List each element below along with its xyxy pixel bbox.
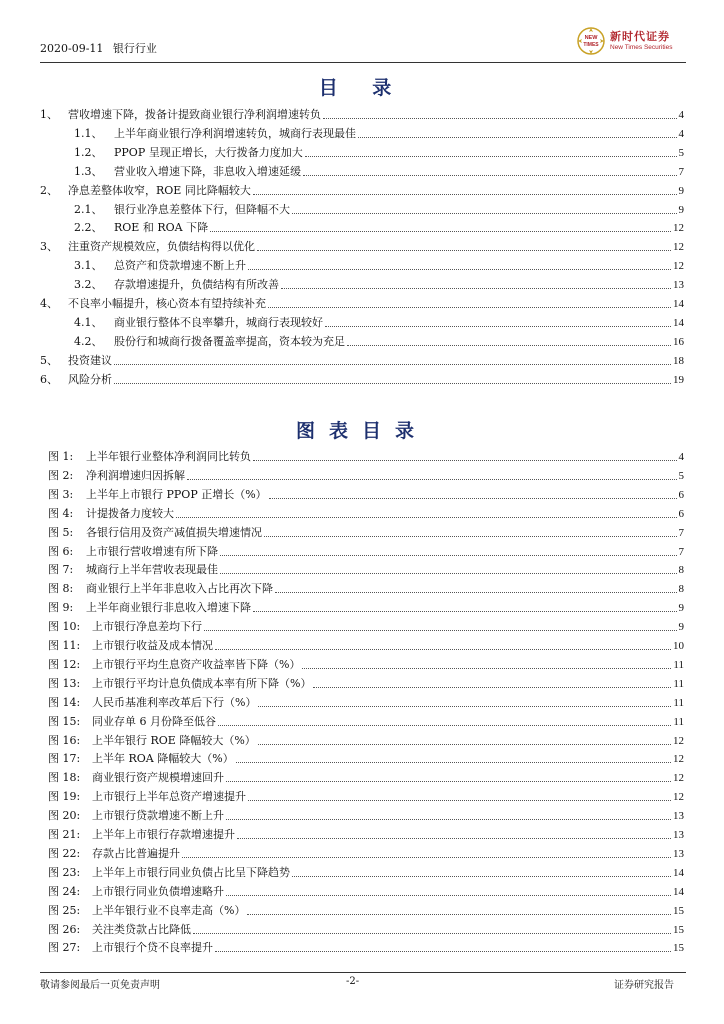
dot-leader — [253, 611, 677, 612]
dot-leader — [114, 383, 671, 384]
figure-entry-number: 图 10: — [48, 620, 81, 634]
figure-entry[interactable] — [48, 828, 684, 842]
toc-entry-number: 1.3、 — [74, 164, 103, 178]
toc-entry-number: 3.2、 — [74, 278, 103, 292]
figure-entry-page: 4 — [678, 451, 684, 463]
figure-entry-title: 商业银行上半年非息收入占比再次下降 — [86, 582, 273, 596]
toc-entry-title: 总资产和贷款增速不断上升 — [114, 259, 246, 273]
figure-entry-page: 6 — [678, 507, 684, 520]
toc-entry-number: 1.2、 — [74, 145, 103, 159]
footer-page-number: -2- — [346, 976, 360, 987]
figure-entry-number: 图 12: — [48, 657, 81, 671]
figure-entry-page: 11 — [673, 696, 684, 709]
footer-rule — [40, 972, 686, 973]
footer-disclaimer: 敬请参阅最后一页免责声明 — [40, 980, 160, 991]
toc-entry-title: 存款增速提升，负债结构有所改善 — [114, 278, 279, 292]
dot-leader — [292, 876, 671, 877]
brand-mark-text-new: NEW — [584, 35, 598, 41]
dot-leader — [268, 307, 671, 308]
toc-entry-number: 1、 — [40, 108, 58, 121]
dot-leader — [220, 555, 677, 556]
figure-entry-number: 图 27: — [48, 941, 81, 955]
toc-entry-title: 营业收入增速下降，非息收入增速延缓 — [114, 164, 301, 178]
figure-entry[interactable] — [48, 582, 684, 596]
figure-entry[interactable] — [48, 526, 684, 540]
figure-entry[interactable] — [48, 450, 684, 464]
dot-leader — [313, 687, 671, 688]
figure-entry-number: 图 9: — [48, 601, 74, 615]
figure-entry[interactable] — [48, 847, 684, 861]
dot-leader — [269, 498, 677, 499]
toc-entry-page: 12 — [673, 241, 684, 254]
figure-entry[interactable] — [48, 658, 684, 672]
dot-leader — [258, 706, 671, 707]
figure-entry[interactable] — [48, 904, 684, 918]
report-category: 银行行业 — [112, 42, 157, 55]
dot-leader — [264, 536, 677, 537]
figure-entry-page: 7 — [678, 545, 684, 558]
toc-entry-page: 7 — [678, 165, 684, 178]
toc-entry-title: 股份行和城商行拨备覆盖率提高，资本较为充足 — [114, 334, 345, 348]
toc-entry[interactable] — [40, 373, 684, 387]
figure-entry-number: 图 24: — [48, 884, 81, 898]
brand-name-cn: 新时代证券 — [610, 30, 670, 43]
figure-entry[interactable] — [48, 488, 684, 502]
dot-leader — [303, 175, 677, 176]
toc-entry-title: 上半年商业银行净利润增速转负，城商行表现最佳 — [114, 126, 356, 140]
figure-entry-page: 14 — [673, 866, 684, 879]
header-rule — [40, 62, 686, 63]
figure-entry-number: 图 11: — [48, 639, 81, 652]
dot-leader — [248, 800, 671, 801]
toc-entry-page: 12 — [673, 260, 684, 273]
toc-entry-page: 12 — [673, 222, 684, 235]
toc-entry-page: 5 — [678, 146, 684, 159]
figure-entry-number: 图 7: — [48, 563, 74, 577]
toc-entry-number: 4、 — [40, 297, 58, 310]
figure-entry[interactable] — [48, 677, 684, 691]
toc-entry-title: 投资建议 — [68, 353, 112, 367]
figure-entry-number: 图 5: — [48, 525, 74, 539]
figure-entry-title: 关注类贷款占比降低 — [92, 922, 191, 936]
toc-entry-title: 净息差整体收窄，ROE 同比降幅较大 — [68, 183, 251, 197]
figure-entry-title: 同业存单 6 月份降至低谷 — [92, 714, 216, 728]
figure-entry[interactable] — [48, 545, 684, 559]
toc-entry[interactable] — [74, 165, 684, 179]
figure-entry-title: 上半年银行 ROE 降幅较大（%） — [92, 733, 256, 747]
report-date: 2020-09-11 — [40, 42, 104, 55]
toc-entry-number: 2.2、 — [74, 221, 103, 235]
figure-entry-page: 10 — [673, 640, 684, 652]
dot-leader — [258, 744, 671, 745]
brand-logo — [566, 26, 686, 56]
figure-entry-title: 上市银行营收增速有所下降 — [86, 544, 218, 558]
figure-entry-title: 上市银行净息差均下行 — [92, 620, 202, 634]
dot-leader — [275, 592, 677, 593]
figure-entry[interactable] — [48, 696, 684, 710]
figure-entry-page: 11 — [673, 658, 684, 671]
toc-entry-title: 不良率小幅提升，核心资本有望持续补充 — [68, 297, 266, 310]
brand-mark-text-times: TIMES — [583, 42, 599, 48]
figure-entry-page: 6 — [678, 488, 684, 501]
dot-leader — [236, 762, 671, 763]
dot-leader — [305, 156, 677, 157]
brand-mark-icon — [576, 26, 606, 56]
figure-entry-page: 5 — [678, 469, 684, 482]
toc-entry-title: ROE 和 ROA 下降 — [114, 221, 209, 235]
figure-entry-page: 11 — [673, 677, 684, 690]
figure-entry-title: 上市银行同业负债增速略升 — [92, 884, 224, 898]
figure-entry-title: 上市银行上半年总资产增速提升 — [92, 790, 246, 804]
figure-entry-page: 9 — [678, 621, 684, 634]
figure-entry-title: 上半年银行业整体净利润同比转负 — [86, 450, 251, 463]
figure-entry-page: 13 — [673, 810, 684, 823]
dot-leader — [281, 288, 671, 289]
figure-entry-page: 7 — [678, 526, 684, 539]
figure-entry[interactable] — [48, 563, 684, 577]
dot-leader — [323, 118, 677, 119]
figure-entry-page: 11 — [673, 715, 684, 728]
footer-report-type: 证券研究报告 — [614, 980, 674, 991]
figure-entry-number: 图 2: — [48, 468, 74, 482]
figure-entry-title: 上半年银行业不良率走高（%） — [92, 903, 246, 917]
toc-entry-number: 2.1、 — [74, 202, 103, 216]
dot-leader — [325, 326, 671, 327]
figure-entry-page: 12 — [673, 753, 684, 766]
figure-entry-number: 图 25: — [48, 903, 81, 917]
figure-entry-page: 12 — [673, 791, 684, 804]
figure-entry-page: 14 — [673, 885, 684, 898]
toc-entry-page: 9 — [678, 184, 684, 197]
brand-name-en: New Times Securities — [610, 44, 673, 51]
figure-entry-page: 12 — [673, 734, 684, 747]
figure-entry-title: 计提拨备力度较大 — [86, 506, 174, 520]
figure-entry[interactable] — [48, 620, 684, 634]
toc-entry[interactable] — [74, 259, 684, 273]
figure-entry[interactable] — [48, 771, 684, 785]
figure-entry[interactable] — [48, 734, 684, 748]
figure-entry-number: 图 3: — [48, 487, 74, 501]
dot-leader — [215, 649, 671, 650]
figure-entry-page: 13 — [673, 847, 684, 860]
toc-entry-page: 4 — [678, 109, 684, 121]
toc-entry-number: 3、 — [40, 240, 58, 254]
dot-leader — [302, 668, 671, 669]
dot-leader — [247, 914, 671, 915]
figure-entry-page: 8 — [678, 564, 684, 577]
figure-entry-title: 各银行信用及资产减值损失增速情况 — [86, 525, 262, 539]
figure-entry-number: 图 23: — [48, 865, 81, 879]
toc-entry-page: 9 — [678, 203, 684, 216]
toc-entry-title: 银行业净息差整体下行，但降幅不大 — [114, 202, 290, 216]
figure-entry-page: 15 — [673, 942, 684, 955]
figure-entry[interactable] — [48, 885, 684, 899]
figure-entry-number: 图 15: — [48, 714, 81, 728]
figure-entry[interactable] — [48, 507, 684, 521]
figure-entry-number: 图 8: — [48, 582, 74, 596]
figure-entry-page: 15 — [673, 923, 684, 936]
dot-leader — [358, 137, 677, 138]
figure-entry-number: 图 14: — [48, 695, 81, 709]
toc-entry-page: 14 — [673, 298, 684, 310]
figure-entry-number: 图 13: — [48, 676, 81, 690]
dot-leader — [237, 838, 671, 839]
toc-entry[interactable] — [40, 297, 684, 311]
figure-entry-page: 15 — [673, 904, 684, 917]
figure-entry-number: 图 18: — [48, 771, 81, 785]
figure-entry[interactable] — [48, 809, 684, 823]
toc-entry[interactable] — [74, 146, 684, 160]
toc-entry-page: 4 — [678, 127, 684, 140]
figure-entry-page: 8 — [678, 583, 684, 596]
toc-entry[interactable] — [74, 221, 684, 235]
figure-entry-page: 9 — [678, 602, 684, 615]
figure-entry-title: 人民币基准利率改革后下行（%） — [92, 695, 257, 709]
figure-entry[interactable] — [48, 601, 684, 615]
figure-entry-number: 图 17: — [48, 752, 81, 766]
toc-entry-number: 6、 — [40, 372, 58, 386]
figure-entry-number: 图 16: — [48, 733, 81, 747]
figure-entry-number: 图 1: — [48, 450, 74, 463]
figure-entry-title: 上市银行个贷不良率提升 — [92, 941, 213, 955]
toc-entry-number: 3.1、 — [74, 259, 103, 273]
toc-entry[interactable] — [74, 203, 684, 217]
dot-leader — [187, 479, 677, 480]
dot-leader — [253, 194, 677, 195]
figure-entry-title: 城商行上半年营收表现最佳 — [86, 563, 218, 577]
toc-entry-title: PPOP 呈现正增长，大行拨备力度加大 — [114, 145, 303, 159]
toc-entry[interactable] — [74, 316, 684, 330]
toc-entry-number: 2、 — [40, 183, 58, 197]
figure-entry-title: 商业银行资产规模增速回升 — [92, 771, 224, 785]
toc-entry-page: 19 — [673, 373, 684, 386]
figure-entry[interactable] — [48, 866, 684, 880]
figure-entry-title: 净利润增速归因拆解 — [86, 468, 185, 482]
figures-title: 图表目录 — [295, 420, 428, 442]
figure-entry[interactable] — [48, 941, 684, 955]
figure-entry-number: 图 26: — [48, 922, 81, 936]
dot-leader — [215, 951, 671, 952]
dot-leader — [176, 517, 677, 518]
dot-leader — [204, 630, 677, 631]
figure-entry-title: 存款占比普遍提升 — [92, 846, 180, 860]
figure-entry-title: 上市银行贷款增速不断上升 — [92, 809, 224, 823]
figure-entry-number: 图 4: — [48, 506, 74, 520]
toc-entry[interactable] — [40, 354, 684, 368]
toc-entry[interactable] — [40, 184, 684, 198]
figure-entry-number: 图 22: — [48, 846, 81, 860]
dot-leader — [347, 345, 671, 346]
dot-leader — [193, 933, 671, 934]
figure-entry-page: 13 — [673, 829, 684, 841]
header-info — [40, 40, 163, 56]
figure-entry-title: 上半年 ROA 降幅较大（%） — [92, 752, 234, 766]
figure-entry-title: 上半年上市银行 PPOP 正增长（%） — [86, 487, 267, 501]
dot-leader — [220, 573, 677, 574]
dot-leader — [218, 725, 671, 726]
dot-leader — [210, 231, 671, 232]
figure-entry-number: 图 20: — [48, 809, 81, 823]
figure-entry[interactable] — [48, 469, 684, 483]
toc-entry-page: 18 — [673, 354, 684, 367]
toc-entry-number: 1.1、 — [74, 126, 103, 140]
toc-entry[interactable] — [74, 335, 684, 349]
toc-entry-page: 16 — [673, 335, 684, 348]
page-header — [40, 32, 686, 60]
toc-entry-page: 13 — [673, 279, 684, 292]
dot-leader — [257, 250, 671, 251]
figure-entry-number: 图 21: — [48, 828, 81, 841]
figure-entry-title: 上半年上市银行存款增速提升 — [92, 828, 235, 841]
dot-leader — [182, 857, 671, 858]
toc-entry-number: 4.1、 — [74, 315, 103, 329]
figure-entry-page: 12 — [673, 772, 684, 785]
toc-entry-title: 注重资产规模效应，负债结构得以优化 — [68, 240, 255, 254]
toc-entry-title: 营收增速下降，拨备计提致商业银行净利润增速转负 — [68, 108, 321, 121]
toc-entry[interactable] — [74, 127, 684, 141]
figure-entry-title: 上半年上市银行同业负债占比呈下降趋势 — [92, 865, 290, 879]
figure-entry-title: 上市银行平均生息资产收益率皆下降（%） — [92, 657, 301, 671]
dot-leader — [253, 460, 677, 461]
toc-entry-title: 风险分析 — [68, 372, 112, 386]
figure-entry-number: 图 6: — [48, 544, 74, 558]
toc-entry-number: 5、 — [40, 353, 58, 367]
figure-entry-title: 上市银行平均计息负债成本率有所下降（%） — [92, 676, 312, 690]
dot-leader — [226, 781, 671, 782]
dot-leader — [226, 895, 671, 896]
figure-entry-title: 上市银行收益及成本情况 — [92, 639, 213, 652]
dot-leader — [248, 269, 671, 270]
figure-entry[interactable] — [48, 790, 684, 804]
toc-title: 目 录 — [318, 77, 406, 99]
figure-entry[interactable] — [48, 715, 684, 729]
figure-entry-title: 上半年商业银行非息收入增速下降 — [86, 601, 251, 615]
figure-entry[interactable] — [48, 923, 684, 937]
toc-entry[interactable] — [40, 108, 684, 122]
toc-entry-title: 商业银行整体不良率攀升，城商行表现较好 — [114, 315, 323, 329]
figure-entry[interactable] — [48, 639, 684, 653]
figure-entry-number: 图 19: — [48, 790, 81, 804]
dot-leader — [226, 819, 671, 820]
toc-entry[interactable] — [74, 278, 684, 292]
toc-entry[interactable] — [40, 240, 684, 254]
dot-leader — [114, 364, 671, 365]
dot-leader — [292, 213, 677, 214]
figure-entry[interactable] — [48, 752, 684, 766]
toc-entry-number: 4.2、 — [74, 334, 103, 348]
toc-entry-page: 14 — [673, 316, 684, 329]
